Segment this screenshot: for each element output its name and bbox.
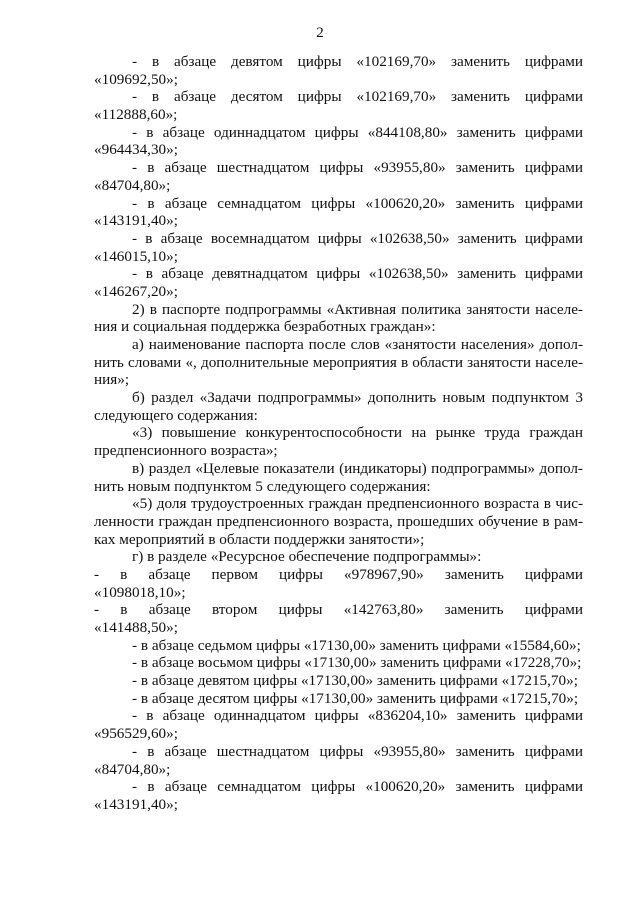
text-line: - в абзаце девятнадцатом цифры «102638,50» заменить цифрами xyxy=(132,265,583,283)
text-line: «1098018,10»; xyxy=(94,583,186,601)
text-line: «956529,60»; xyxy=(94,725,178,743)
document-body xyxy=(94,53,583,814)
text-line: «143191,40»; xyxy=(94,795,178,813)
text-line: «141488,50»; xyxy=(94,619,178,636)
text-line: - в абзаце десятом цифры «17130,00» заменить цифрами «17215,70»; xyxy=(132,689,579,707)
text-line: - в абзаце седьмом цифры «17130,00» заменить цифрами «15584,60»; xyxy=(132,636,581,654)
text-line: - в абзаце втором цифры «142763,80» заменить цифрами xyxy=(94,601,583,619)
text-line: «84704,80»; xyxy=(94,176,171,194)
text-line: «84704,80»; xyxy=(94,760,171,778)
text-line: нить словами «, дополнительные мероприятия в области занятости населе- xyxy=(94,353,583,371)
text-line: - в абзаце одиннадцатом цифры «844108,80» заменить цифрами xyxy=(132,123,583,141)
text-line: нить новым подпунктом 5 следующего содержания: xyxy=(94,477,431,495)
text-line: - в абзаце семнадцатом цифры «100620,20» заменить цифрами xyxy=(132,778,583,796)
text-line: б) раздел «Задачи подпрограммы» дополнить новым подпунктом 3 xyxy=(132,389,583,407)
text-line: - в абзаце восемнадцатом цифры «102638,50» заменить цифрами xyxy=(132,229,583,247)
text-line: предпенсионного возраста»; xyxy=(94,442,278,460)
text-line: «964434,30»; xyxy=(94,141,178,159)
text-line: ленности граждан предпенсионного возраста, прошедших обучение в рам- xyxy=(94,512,583,530)
text-line: ния и социальная поддержка безработных граждан»: xyxy=(94,318,436,336)
text-line: следующего содержания: xyxy=(94,406,258,424)
text-line: - в абзаце первом цифры «978967,90» заменить цифрами xyxy=(94,565,583,583)
text-line: «143191,40»; xyxy=(94,212,178,230)
text-line: «146267,20»; xyxy=(94,282,178,300)
text-line: «5) доля трудоустроенных граждан предпенсионного возраста в чис- xyxy=(132,495,583,513)
text-line: «112888,60»; xyxy=(94,106,178,124)
text-line: - в абзаце семнадцатом цифры «100620,20» заменить цифрами xyxy=(132,194,583,212)
text-line: в) раздел «Целевые показатели (индикаторы) подпрограммы» допол- xyxy=(132,459,583,477)
text-line: - в абзаце десятом цифры «102169,70» заменить цифрами xyxy=(132,88,583,106)
text-line: ния»; xyxy=(94,371,130,389)
text-line: - в абзаце шестнадцатом цифры «93955,80» заменить цифрами xyxy=(132,742,583,760)
text-line: - в абзаце восьмом цифры «17130,00» заменить цифрами «17228,70»; xyxy=(132,654,582,672)
text-line: «146015,10»; xyxy=(94,247,178,265)
text-line: «3) повышение конкурентоспособности на рынке труда граждан xyxy=(132,424,583,442)
text-line: а) наименование паспорта после слов «занятости населения» допол- xyxy=(132,336,583,353)
text-line: ках мероприятий в области поддержки занятости»; xyxy=(94,530,425,548)
text-line: - в абзаце девятом цифры «102169,70» заменить цифрами xyxy=(132,53,583,70)
text-line: 2) в паспорте подпрограммы «Активная политика занятости населе- xyxy=(132,300,583,318)
text-line: - в абзаце девятом цифры «17130,00» заменить цифрами «17215,70»; xyxy=(132,672,578,690)
text-line: - в абзаце шестнадцатом цифры «93955,80» заменить цифрами xyxy=(132,159,583,177)
text-line: - в абзаце одиннадцатом цифры «836204,10» заменить цифрами xyxy=(132,707,583,725)
text-line: «109692,50»; xyxy=(94,70,178,88)
text-line: г) в разделе «Ресурсное обеспечение подпрограммы»: xyxy=(132,548,482,566)
page-number: 2 xyxy=(316,25,324,41)
